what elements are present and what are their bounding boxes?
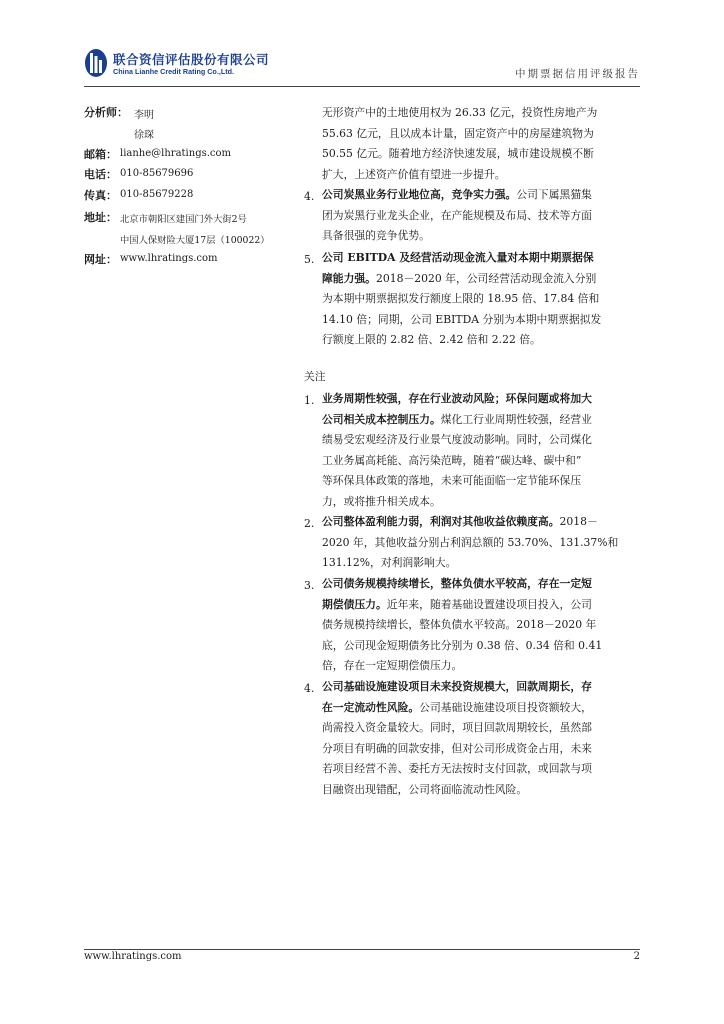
footer-website-link[interactable]: www.lhratings.com xyxy=(84,951,182,962)
list-item-number: 5. xyxy=(304,253,315,266)
address-line-2: 中国人保财险大厦17层（100022） xyxy=(120,235,270,246)
concern-item-4: 公司基础设施建设项目未来投资规模大，回款周期长，存 在一定流动性风险。公司基础设施建设项目投资额较大， 尚需投入资金量较大。同时，项目回款周期较长，虽然部 分项目有明确的回款安排，但对公司形成资金占用，未来 若项目经营不善、委托方无法按时支付回款，或回款与项 目融资出现错配，公司将面临流动性风险。 xyxy=(322,680,592,796)
fax-label: 传真： xyxy=(84,189,117,202)
analyst-name-2: 徐琛 xyxy=(134,130,154,141)
footer-divider xyxy=(84,949,640,950)
concern-item-2: 公司整体盈利能力弱，利润对其他收益依赖度高。2018－ 2020 年，其他收益分别占利润总额的 53.70%、131.37%和 131.12%，对利润影响大。 xyxy=(322,515,619,569)
concerns-heading: 关注 xyxy=(304,370,326,383)
address-label: 地址： xyxy=(84,211,117,224)
strength-item-4: 公司炭黑业务行业地位高，竞争实力强。公司下属黑猫集 团为炭黑行业龙头企业，在产能规模及布局、技术等方面 具备很强的竞争优势。 xyxy=(322,188,592,242)
analyst-name-1: 李明 xyxy=(134,110,154,121)
company-logo-icon xyxy=(84,48,108,78)
concern-item-3: 公司债务规模持续增长，整体负债水平较高，存在一定短 期偿债压力。近年来，随着基础设置建设项目投入，公司 债务规模持续增长，整体负债水平较高。2018－2020 年 底，公司现金短期债务比分别为 0.38 倍、0.34 倍和 0.41 倍，存在一定短期偿债压力。 xyxy=(322,577,603,672)
email-link[interactable]: lianhe@lhratings.com xyxy=(120,148,232,159)
company-name-en: China Lianhe Credit Rating Co.,Ltd. xyxy=(113,67,234,76)
continued-paragraph: 无形资产中的土地使用权为 26.33 亿元，投资性房地产为 55.63 亿元，且以成本计量，固定资产中的房屋建筑物为 50.55 亿元。随着地方经济快速发展，城市建设规模不断 扩大，上述资产价值有望进一步提升。 xyxy=(322,106,598,181)
analyst-label: 分析师： xyxy=(84,106,128,119)
list-item-number: 2. xyxy=(304,517,315,530)
website-link[interactable]: www.lhratings.com xyxy=(120,253,218,264)
phone-label: 电话： xyxy=(84,168,117,181)
phone-number: 010-85679696 xyxy=(120,168,194,179)
fax-number: 010-85679228 xyxy=(120,189,194,200)
report-type: 中期票据信用评级报告 xyxy=(515,68,640,80)
page-number: 2 xyxy=(633,951,640,962)
list-item-number: 1. xyxy=(304,394,315,407)
header-divider xyxy=(84,86,640,87)
address-line-1: 北京市朝阳区建国门外大街2号 xyxy=(120,214,247,225)
concern-item-1: 业务周期性较强，存在行业波动风险；环保问题或将加大 公司相关成本控制压力。煤化工行业周期性较强，经营业 绩易受宏观经济及行业景气度波动影响。同时，公司煤化 工业务属高耗能、高污染范畴，随着“碳达峰、碳中和” 等环保具体政策的落地，未来可能面临一定节能环保压 力，或将推升相关成本。 xyxy=(322,392,592,508)
company-name-cn: 联合资信评估股份有限公司 xyxy=(113,52,270,67)
email-label: 邮箱： xyxy=(84,148,117,161)
list-item-number: 4. xyxy=(304,190,315,203)
website-label: 网址： xyxy=(84,253,117,266)
strength-item-5: 公司 EBITDA 及经营活动现金流入量对本期中期票据保 障能力强。2018－2020 年，公司经营活动现金流入分别 为本期中期票据拟发行额度上限的 18.95 倍、17.84 倍和 14.10 倍；同期，公司 EBITDA 分别为本期中期票据拟发 行额度上限的 2.82 倍、2.42 倍和 2.22 倍。 xyxy=(322,251,602,346)
list-item-number: 4. xyxy=(304,682,315,695)
list-item-number: 3. xyxy=(304,579,315,592)
